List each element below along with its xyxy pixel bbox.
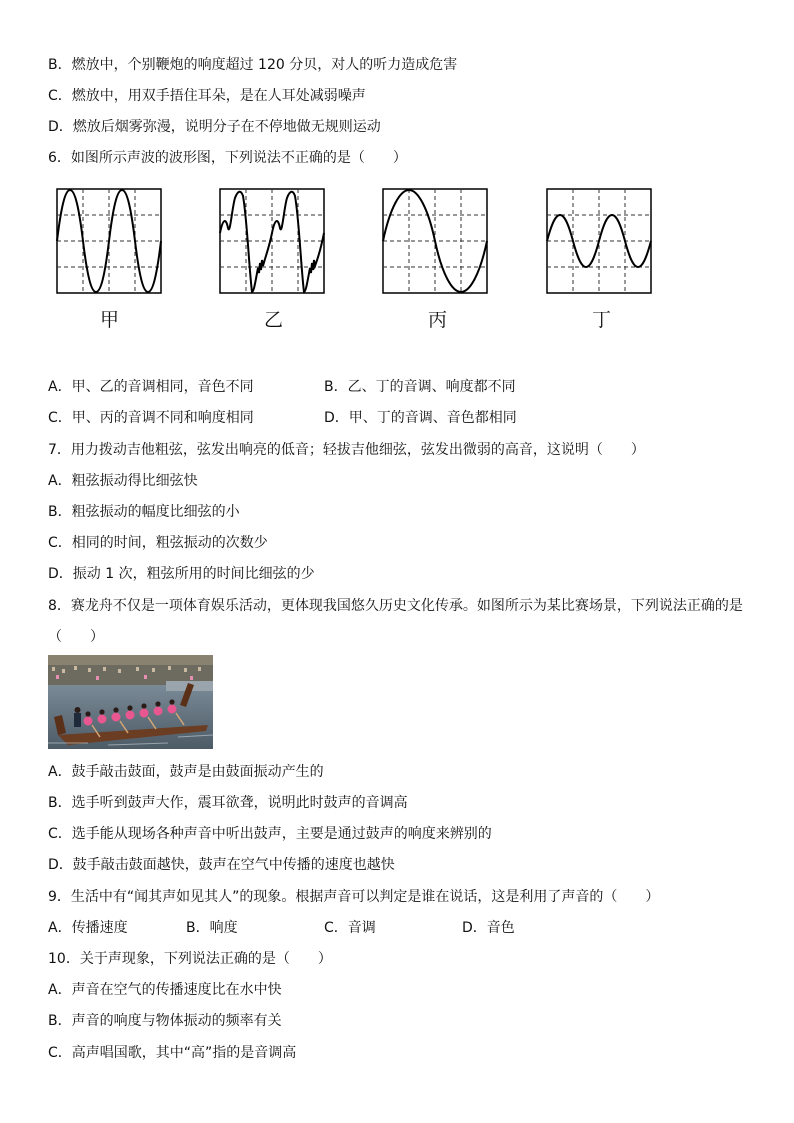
waveform-bing [382, 188, 488, 294]
waveform-yi [219, 188, 325, 294]
q5-option-b: B．燃放中，个别鞭炮的响度超过 120 分贝，对人的听力造成危害 [48, 57, 458, 73]
q6-option-b: B．乙、丁的音调、响度都不同 [324, 379, 516, 395]
q10-option-a: A．声音在空气的传播速度比在水中快 [48, 982, 282, 998]
q8-option-b: B．选手听到鼓声大作，震耳欲聋，说明此时鼓声的音调高 [48, 795, 408, 811]
q6-option-a: A．甲、乙的音调相同，音色不同 [48, 379, 254, 395]
q7-stem: 7．用力拨动吉他粗弦，弦发出响亮的低音；轻拔吉他细弦，弦发出微弱的高音，这说明（ ） [48, 442, 645, 458]
q6-stem: 6．如图所示声波的波形图，下列说法不正确的是（ ） [48, 150, 407, 166]
q9-stem: 9．生活中有“闻其声如见其人”的现象。根据声音可以判定是谁在说话，这是利用了声音的（ ） [48, 889, 660, 905]
q7-option-c: C．相同的时间，粗弦振动的次数少 [48, 535, 268, 551]
q9-option-a: A．传播速度 [48, 920, 128, 936]
q9-option-c: C．音调 [324, 920, 376, 936]
q5-option-c: C．燃放中，用双手捂住耳朵，是在人耳处减弱噪声 [48, 88, 366, 104]
label-ding: 丁 [592, 309, 612, 331]
label-yi: 乙 [264, 309, 284, 331]
q10-option-b: B．声音的响度与物体振动的频率有关 [48, 1013, 282, 1029]
q10-option-c: C．高声唱国歌，其中“高”指的是音调高 [48, 1045, 297, 1061]
dragon-boat-photo [48, 655, 213, 749]
q8-option-c: C．选手能从现场各种声音中听出鼓声，主要是通过鼓声的响度来辨别的 [48, 826, 492, 842]
q5-option-d: D．燃放后烟雾弥漫，说明分子在不停地做无规则运动 [48, 119, 381, 135]
q8-stem-line1: 8．赛龙舟不仅是一项体育娱乐活动，更体现我国悠久历史文化传承。如图所示为某比赛场景，下列说法正确的是 [48, 598, 743, 614]
q8-option-d: D．鼓手敲击鼓面越快，鼓声在空气中传播的速度也越快 [48, 857, 395, 873]
q8-stem-line2: （ ） [48, 629, 104, 645]
q9-option-b: B．响度 [186, 920, 238, 936]
q6-option-c: C．甲、丙的音调不同和响度相同 [48, 410, 254, 426]
q10-stem: 10．关于声现象，下列说法正确的是（ ） [48, 951, 332, 967]
label-jia: 甲 [100, 309, 120, 331]
q9-option-d: D．音色 [462, 920, 515, 936]
label-bing: 丙 [428, 309, 448, 331]
q6-option-d: D．甲、丁的音调、音色都相同 [324, 410, 517, 426]
q7-option-b: B．粗弦振动的幅度比细弦的小 [48, 504, 240, 520]
q7-option-d: D．振动 1 次，粗弦所用的时间比细弦的少 [48, 566, 315, 582]
waveform-jia [56, 188, 162, 294]
q7-option-a: A．粗弦振动得比细弦快 [48, 473, 198, 489]
q8-option-a: A．鼓手敲击鼓面，鼓声是由鼓面振动产生的 [48, 764, 324, 780]
waveform-ding [546, 188, 652, 294]
